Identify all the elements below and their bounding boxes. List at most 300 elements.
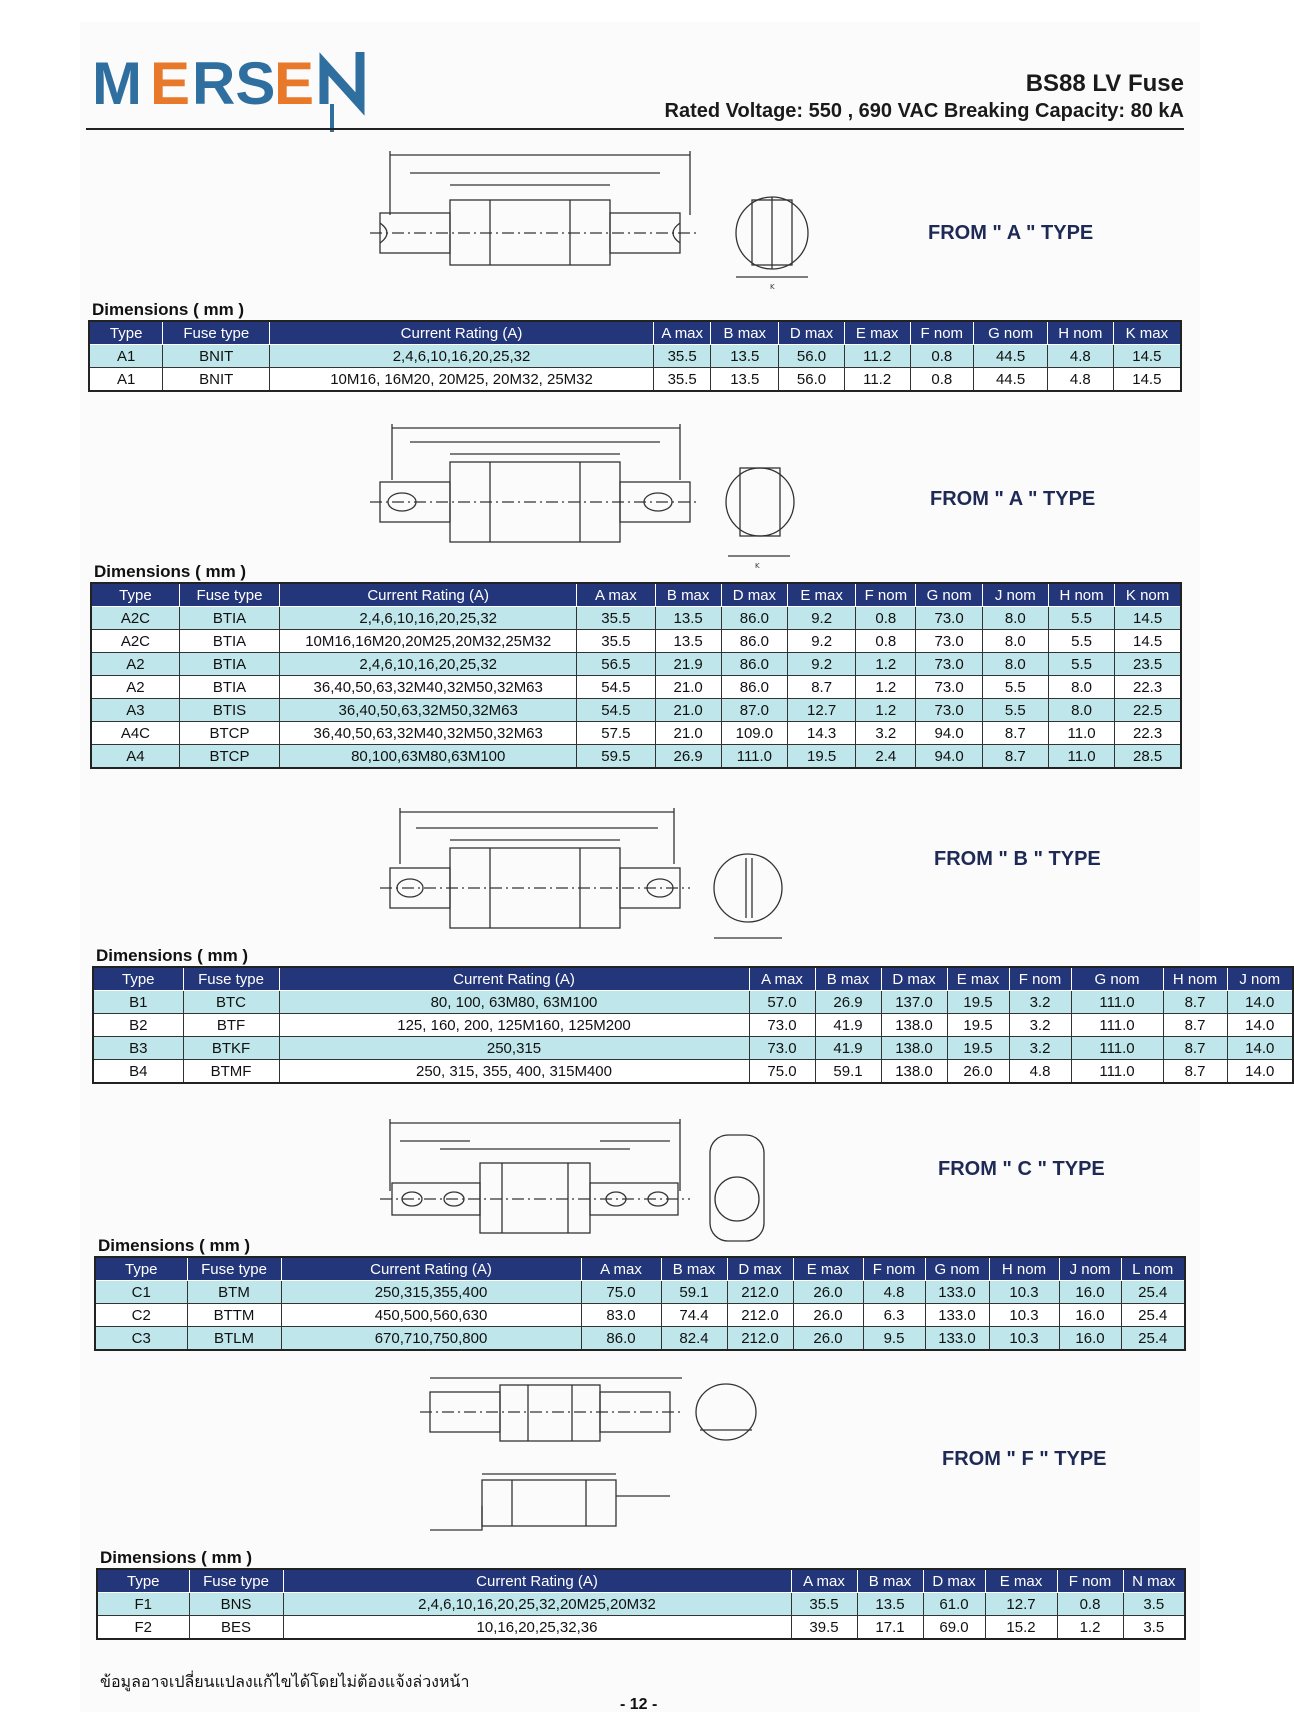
table-cell: 212.0 (727, 1281, 793, 1304)
table-cell: A1 (89, 345, 163, 368)
table-cell: 250, 315, 355, 400, 315M400 (279, 1060, 749, 1084)
column-header: E max (985, 1569, 1057, 1593)
column-header: E max (844, 321, 910, 345)
table-header-row (95, 1257, 1185, 1281)
table-cell: 0.8 (856, 630, 916, 653)
table-row (91, 630, 1181, 653)
disclaimer-note: ข้อมูลอาจเปลี่ยนแปลงแก้ไขได้โดยไม่ต้องแจ้งล่วงหน้า (100, 1674, 470, 1691)
svg-text:E: E (274, 50, 315, 117)
svg-text:E: E (150, 50, 191, 117)
table-cell: BTTM (187, 1304, 281, 1327)
table-cell: BNIT (163, 368, 270, 392)
dimension-table-f (96, 1568, 1186, 1640)
table-row (91, 745, 1181, 769)
table-row (93, 991, 1293, 1014)
table-cell: BTIA (179, 607, 279, 630)
table-cell: 22.3 (1115, 676, 1181, 699)
table-cell: 10.3 (989, 1327, 1059, 1351)
dimension-table-b (92, 966, 1294, 1084)
table-cell: 74.4 (661, 1304, 727, 1327)
table-cell: C3 (95, 1327, 187, 1351)
table-row (97, 1593, 1185, 1616)
column-header: H nom (1163, 967, 1227, 991)
column-header: Fuse type (183, 967, 279, 991)
table-cell: 56.0 (779, 368, 845, 392)
column-header: B max (857, 1569, 923, 1593)
table-cell: 44.5 (974, 345, 1048, 368)
table-cell: 11.0 (1048, 722, 1114, 745)
table-cell: 14.5 (1113, 345, 1181, 368)
table-cell: 3.2 (856, 722, 916, 745)
table-cell: 12.7 (985, 1593, 1057, 1616)
table-cell: BTLM (187, 1327, 281, 1351)
table-cell: C1 (95, 1281, 187, 1304)
table-cell: B2 (93, 1014, 183, 1037)
column-header: Fuse type (189, 1569, 283, 1593)
table-cell: 13.5 (711, 345, 779, 368)
table-cell: 16.0 (1059, 1281, 1121, 1304)
form-label-f: FROM " F " TYPE (942, 1448, 1107, 1470)
table-cell: 21.0 (655, 676, 721, 699)
fuse-drawing-c (380, 1115, 780, 1250)
table-cell: 8.7 (982, 722, 1048, 745)
table-cell: BNS (189, 1593, 283, 1616)
table-cell: 14.5 (1115, 607, 1181, 630)
table-cell: 26.0 (793, 1327, 863, 1351)
column-header: Type (95, 1257, 187, 1281)
table-cell: 11.0 (1048, 745, 1114, 769)
table-cell: 111.0 (1071, 1060, 1163, 1084)
table-cell: 73.0 (916, 607, 982, 630)
table-cell: 35.5 (577, 630, 655, 653)
column-header: D max (727, 1257, 793, 1281)
column-header: H nom (1048, 321, 1114, 345)
table-cell: 8.7 (982, 745, 1048, 769)
table-cell: BTIA (179, 653, 279, 676)
column-header: B max (655, 583, 721, 607)
column-header: F nom (856, 583, 916, 607)
table-row (91, 722, 1181, 745)
table-cell: 138.0 (881, 1014, 947, 1037)
table-cell: 35.5 (653, 345, 710, 368)
table-cell: 14.5 (1115, 630, 1181, 653)
table-cell: 26.0 (793, 1281, 863, 1304)
table-cell: 8.7 (788, 676, 856, 699)
table-cell: 9.2 (788, 653, 856, 676)
table-cell: 8.0 (982, 630, 1048, 653)
table-cell: BTCP (179, 722, 279, 745)
table-cell: 111.0 (721, 745, 787, 769)
table-cell: 0.8 (910, 345, 974, 368)
column-header: G nom (1071, 967, 1163, 991)
column-header: A max (581, 1257, 661, 1281)
table-cell: 26.9 (655, 745, 721, 769)
table-cell: 35.5 (791, 1593, 857, 1616)
table-cell: 138.0 (881, 1060, 947, 1084)
table-row (91, 699, 1181, 722)
dimensions-label-b: Dimensions ( mm ) (96, 946, 249, 965)
table-cell: 3.2 (1009, 1014, 1071, 1037)
table-cell: 3.5 (1123, 1616, 1185, 1640)
column-header: D max (721, 583, 787, 607)
table-cell: 250,315,355,400 (281, 1281, 581, 1304)
header-divider (86, 128, 1184, 130)
table-cell: 14.0 (1227, 991, 1293, 1014)
table-cell: 44.5 (974, 368, 1048, 392)
table-cell: 36,40,50,63,32M40,32M50,32M63 (280, 676, 577, 699)
table-cell: 1.2 (856, 676, 916, 699)
table-cell: 133.0 (925, 1327, 989, 1351)
table-cell: 3.2 (1009, 991, 1071, 1014)
fuse-drawing-a1 (360, 145, 840, 295)
table-cell: BES (189, 1616, 283, 1640)
fuse-drawing-a2 (370, 420, 840, 570)
column-header: E max (947, 967, 1009, 991)
table-cell: 59.5 (577, 745, 655, 769)
table-cell: BTKF (183, 1037, 279, 1060)
form-label-a2: FROM " A " TYPE (930, 488, 1096, 510)
table-cell: 4.8 (1009, 1060, 1071, 1084)
table-cell: 73.0 (749, 1037, 815, 1060)
table-header-row (93, 967, 1293, 991)
table-cell: 111.0 (1071, 991, 1163, 1014)
table-cell: 86.0 (721, 607, 787, 630)
table-cell: A2 (91, 653, 179, 676)
table-cell: 10,16,20,25,32,36 (283, 1616, 791, 1640)
table-header-row (97, 1569, 1185, 1593)
table-cell: 86.0 (721, 653, 787, 676)
table-cell: 69.0 (923, 1616, 985, 1640)
table-cell: 9.2 (788, 630, 856, 653)
form-label-c: FROM " C " TYPE (938, 1158, 1105, 1180)
table-cell: 0.8 (910, 368, 974, 392)
table-cell: 83.0 (581, 1304, 661, 1327)
table-cell: 87.0 (721, 699, 787, 722)
column-header: A max (653, 321, 710, 345)
table-cell: 8.0 (982, 607, 1048, 630)
table-header-row (89, 321, 1181, 345)
column-header: K max (1113, 321, 1181, 345)
table-cell: 13.5 (857, 1593, 923, 1616)
table-cell: 39.5 (791, 1616, 857, 1640)
table-cell: 59.1 (661, 1281, 727, 1304)
table-cell: 23.5 (1115, 653, 1181, 676)
dimensions-label-a2: Dimensions ( mm ) (94, 562, 247, 581)
table-cell: 54.5 (577, 699, 655, 722)
table-row (93, 1060, 1293, 1084)
table-cell: 19.5 (947, 991, 1009, 1014)
column-header: J nom (982, 583, 1048, 607)
table-cell: A4C (91, 722, 179, 745)
column-header: H nom (989, 1257, 1059, 1281)
column-header: A max (791, 1569, 857, 1593)
column-header: Fuse type (187, 1257, 281, 1281)
form-label-a1: FROM " A " TYPE (928, 222, 1094, 244)
table-cell: 111.0 (1071, 1037, 1163, 1060)
column-header: Fuse type (179, 583, 279, 607)
table-cell: 75.0 (749, 1060, 815, 1084)
table-cell: 10.3 (989, 1281, 1059, 1304)
table-cell: 10M16,16M20,20M25,20M32,25M32 (280, 630, 577, 653)
table-cell: 73.0 (749, 1014, 815, 1037)
column-header: Type (97, 1569, 189, 1593)
table-cell: 6.3 (863, 1304, 925, 1327)
column-header: F nom (1057, 1569, 1123, 1593)
table-cell: A2 (91, 676, 179, 699)
form-label-b: FROM " B " TYPE (934, 848, 1101, 870)
table-row (93, 1037, 1293, 1060)
table-cell: 138.0 (881, 1037, 947, 1060)
table-cell: 36,40,50,63,32M50,32M63 (280, 699, 577, 722)
column-header: H nom (1048, 583, 1114, 607)
table-cell: 8.0 (1048, 676, 1114, 699)
table-cell: 13.5 (711, 368, 779, 392)
table-cell: BTCP (179, 745, 279, 769)
column-header: N max (1123, 1569, 1185, 1593)
table-cell: 1.2 (856, 653, 916, 676)
table-cell: 22.3 (1115, 722, 1181, 745)
table-row (93, 1014, 1293, 1037)
table-cell: 35.5 (577, 607, 655, 630)
dimension-table-a1 (88, 320, 1182, 392)
table-cell: 17.1 (857, 1616, 923, 1640)
table-cell: 3.2 (1009, 1037, 1071, 1060)
table-row (89, 345, 1181, 368)
table-cell: 14.0 (1227, 1060, 1293, 1084)
page-title (665, 70, 1184, 123)
table-cell: 57.0 (749, 991, 815, 1014)
table-cell: 25.4 (1121, 1327, 1185, 1351)
column-header: L nom (1121, 1257, 1185, 1281)
table-cell: BTMF (183, 1060, 279, 1084)
column-header: Fuse type (163, 321, 270, 345)
table-cell: 8.7 (1163, 1014, 1227, 1037)
table-cell: 73.0 (916, 653, 982, 676)
table-cell: 15.2 (985, 1616, 1057, 1640)
table-cell: 75.0 (581, 1281, 661, 1304)
page-number: - 12 - (620, 1696, 658, 1713)
dimensions-label-f: Dimensions ( mm ) (100, 1548, 253, 1567)
table-cell: 35.5 (653, 368, 710, 392)
table-cell: 450,500,560,630 (281, 1304, 581, 1327)
table-cell: 133.0 (925, 1304, 989, 1327)
table-cell: 86.0 (721, 676, 787, 699)
table-row (91, 607, 1181, 630)
table-cell: 61.0 (923, 1593, 985, 1616)
table-cell: 1.2 (856, 699, 916, 722)
table-cell: 8.7 (1163, 991, 1227, 1014)
svg-text:K: K (755, 562, 760, 570)
table-cell: 4.8 (863, 1281, 925, 1304)
table-cell: 11.2 (844, 345, 910, 368)
column-header: F nom (1009, 967, 1071, 991)
table-cell: 14.0 (1227, 1037, 1293, 1060)
table-cell: 2,4,6,10,16,20,25,32 (270, 345, 654, 368)
table-cell: B1 (93, 991, 183, 1014)
table-cell: 125, 160, 200, 125M160, 125M200 (279, 1014, 749, 1037)
column-header: B max (711, 321, 779, 345)
table-cell: 10M16, 16M20, 20M25, 20M32, 25M32 (270, 368, 654, 392)
column-header: E max (788, 583, 856, 607)
table-row (95, 1327, 1185, 1351)
table-row (95, 1304, 1185, 1327)
table-cell: 4.8 (1048, 345, 1114, 368)
table-header-row (91, 583, 1181, 607)
column-header: Type (91, 583, 179, 607)
table-cell: 9.2 (788, 607, 856, 630)
table-cell: 13.5 (655, 607, 721, 630)
table-cell: B4 (93, 1060, 183, 1084)
table-cell: 133.0 (925, 1281, 989, 1304)
table-cell: 13.5 (655, 630, 721, 653)
dimensions-label-a1: Dimensions ( mm ) (92, 300, 245, 319)
column-header: J nom (1059, 1257, 1121, 1281)
column-header: F nom (863, 1257, 925, 1281)
rating-line: Rated Voltage: 550 , 690 VAC Breaking Capacity: 80 kA (664, 100, 1184, 122)
table-cell: 9.5 (863, 1327, 925, 1351)
table-cell: A1 (89, 368, 163, 392)
table-cell: 22.5 (1115, 699, 1181, 722)
table-cell: 8.0 (1048, 699, 1114, 722)
table-cell: A4 (91, 745, 179, 769)
table-cell: 5.5 (982, 676, 1048, 699)
table-cell: 25.4 (1121, 1304, 1185, 1327)
table-cell: 1.2 (1057, 1616, 1123, 1640)
table-row (91, 676, 1181, 699)
table-cell: 2.4 (856, 745, 916, 769)
table-cell: 5.5 (1048, 653, 1114, 676)
column-header: Current Rating (A) (283, 1569, 791, 1593)
table-cell: 8.0 (982, 653, 1048, 676)
table-cell: 25.4 (1121, 1281, 1185, 1304)
table-cell: 212.0 (727, 1327, 793, 1351)
table-cell: A3 (91, 699, 179, 722)
table-cell: BTIA (179, 630, 279, 653)
column-header: Type (89, 321, 163, 345)
column-header: A max (749, 967, 815, 991)
table-cell: 19.5 (947, 1037, 1009, 1060)
table-cell: 10.3 (989, 1304, 1059, 1327)
column-header: B max (661, 1257, 727, 1281)
table-cell: BTC (183, 991, 279, 1014)
table-cell: 109.0 (721, 722, 787, 745)
table-cell: 19.5 (947, 1014, 1009, 1037)
product-name: BS88 LV Fuse (1025, 70, 1184, 97)
table-cell: 59.1 (815, 1060, 881, 1084)
table-cell: 137.0 (881, 991, 947, 1014)
table-cell: 36,40,50,63,32M40,32M50,32M63 (280, 722, 577, 745)
table-cell: 12.7 (788, 699, 856, 722)
table-row (89, 368, 1181, 392)
table-cell: 26.9 (815, 991, 881, 1014)
table-cell: BTM (187, 1281, 281, 1304)
dimension-table-a2 (90, 582, 1182, 769)
dimension-table-c (94, 1256, 1186, 1351)
table-cell: B3 (93, 1037, 183, 1060)
table-cell: A2C (91, 630, 179, 653)
table-cell: 0.8 (1057, 1593, 1123, 1616)
table-cell: F1 (97, 1593, 189, 1616)
column-header: Current Rating (A) (280, 583, 577, 607)
table-cell: 54.5 (577, 676, 655, 699)
table-cell: BNIT (163, 345, 270, 368)
mersen-logo (92, 42, 422, 132)
table-cell: 57.5 (577, 722, 655, 745)
table-cell: BTIS (179, 699, 279, 722)
table-cell: 14.0 (1227, 1014, 1293, 1037)
table-cell: 21.0 (655, 722, 721, 745)
table-cell: 0.8 (856, 607, 916, 630)
table-cell: BTF (183, 1014, 279, 1037)
fuse-drawing-f (420, 1370, 770, 1540)
column-header: D max (779, 321, 845, 345)
column-header: F nom (910, 321, 974, 345)
column-header: G nom (925, 1257, 989, 1281)
table-cell: A2C (91, 607, 179, 630)
table-cell: 56.5 (577, 653, 655, 676)
column-header: D max (923, 1569, 985, 1593)
table-cell: 26.0 (793, 1304, 863, 1327)
table-cell: 41.9 (815, 1014, 881, 1037)
table-cell: 94.0 (916, 745, 982, 769)
table-cell: 73.0 (916, 676, 982, 699)
table-cell: 8.7 (1163, 1037, 1227, 1060)
table-cell: 86.0 (721, 630, 787, 653)
column-header: Current Rating (A) (279, 967, 749, 991)
column-header: A max (577, 583, 655, 607)
table-cell: 8.7 (1163, 1060, 1227, 1084)
column-header: B max (815, 967, 881, 991)
table-cell: C2 (95, 1304, 187, 1327)
table-cell: 2,4,6,10,16,20,25,32,20M25,20M32 (283, 1593, 791, 1616)
table-cell: 73.0 (916, 630, 982, 653)
table-cell: 16.0 (1059, 1327, 1121, 1351)
table-cell: 212.0 (727, 1304, 793, 1327)
column-header: E max (793, 1257, 863, 1281)
fuse-drawing-b (380, 800, 800, 950)
table-cell: 2,4,6,10,16,20,25,32 (280, 607, 577, 630)
table-cell: 111.0 (1071, 1014, 1163, 1037)
table-cell: F2 (97, 1616, 189, 1640)
table-cell: 670,710,750,800 (281, 1327, 581, 1351)
table-cell: 5.5 (982, 699, 1048, 722)
table-cell: 5.5 (1048, 607, 1114, 630)
column-header: Type (93, 967, 183, 991)
table-cell: 250,315 (279, 1037, 749, 1060)
table-cell: 21.9 (655, 653, 721, 676)
table-cell: 82.4 (661, 1327, 727, 1351)
table-cell: 56.0 (779, 345, 845, 368)
table-cell: 19.5 (788, 745, 856, 769)
table-cell: 2,4,6,10,16,20,25,32 (280, 653, 577, 676)
column-header: Current Rating (A) (281, 1257, 581, 1281)
table-cell: 16.0 (1059, 1304, 1121, 1327)
table-cell: BTIA (179, 676, 279, 699)
table-row (95, 1281, 1185, 1304)
table-cell: 5.5 (1048, 630, 1114, 653)
column-header: K nom (1115, 583, 1181, 607)
svg-text:M: M (92, 50, 144, 117)
table-cell: 28.5 (1115, 745, 1181, 769)
table-cell: 14.5 (1113, 368, 1181, 392)
table-cell: 41.9 (815, 1037, 881, 1060)
table-cell: 11.2 (844, 368, 910, 392)
table-cell: 80,100,63M80,63M100 (280, 745, 577, 769)
column-header: D max (881, 967, 947, 991)
svg-text:K: K (770, 283, 775, 291)
table-cell: 86.0 (581, 1327, 661, 1351)
table-cell: 94.0 (916, 722, 982, 745)
